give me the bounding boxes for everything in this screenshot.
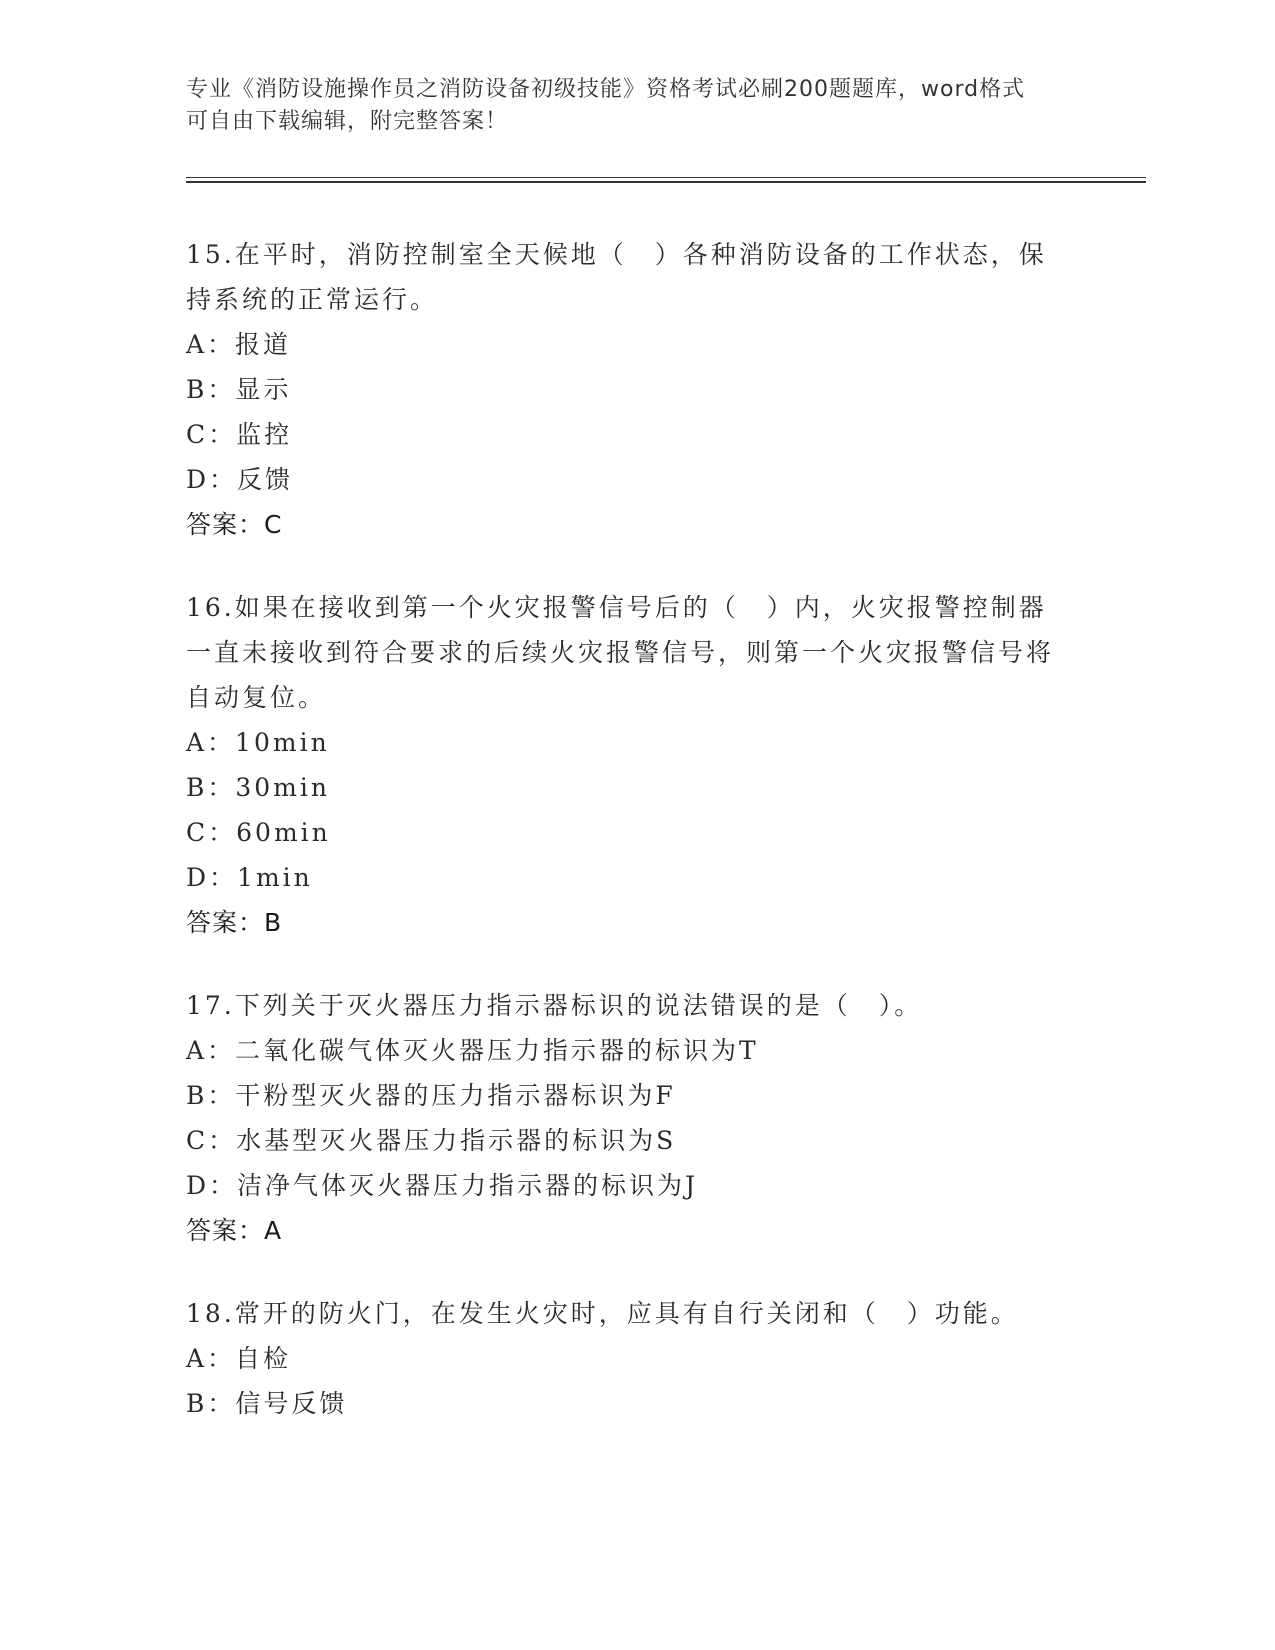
option-b: B：干粉型灭火器的压力指示器标识为F	[186, 1081, 676, 1110]
header-divider-bottom	[186, 181, 1146, 183]
question-text: 18.常开的防火门，在发生火灾时，应具有自行关闭和（ ）功能。	[186, 1299, 1019, 1328]
option-b: B：信号反馈	[186, 1389, 348, 1418]
option-b: B：30min	[186, 773, 330, 802]
question-15	[186, 232, 1066, 547]
answer-line: 答案：B	[186, 908, 283, 937]
option-d: D：反馈	[186, 465, 294, 494]
question-list	[186, 232, 1066, 1464]
header-divider-top	[186, 177, 1146, 178]
option-a: A：10min	[186, 728, 330, 757]
option-d: D：1min	[186, 863, 313, 892]
question-16	[186, 585, 1066, 945]
option-a: A：自检	[186, 1344, 292, 1373]
document-header: 专业《消防设施操作员之消防设备初级技能》资格考试必刷200题题库，word格式可自由下载编辑，附完整答案！	[186, 77, 1026, 134]
question-text: 16.如果在接收到第一个火灾报警信号后的（ ）内，火灾报警控制器一直未接收到符合要求的后续火灾报警信号，则第一个火灾报警信号将自动复位。	[186, 593, 1055, 712]
question-17	[186, 983, 1066, 1253]
option-d: D：洁净气体灭火器压力指示器的标识为J	[186, 1171, 699, 1200]
question-text: 15.在平时，消防控制室全天候地（ ）各种消防设备的工作状态，保持系统的正常运行。	[186, 240, 1047, 314]
option-c: C：监控	[186, 420, 293, 449]
option-c: C：水基型灭火器压力指示器的标识为S	[186, 1126, 677, 1155]
option-b: B：显示	[186, 375, 292, 404]
answer-line: 答案：A	[186, 1216, 283, 1245]
option-a: A：二氧化碳气体灭火器压力指示器的标识为T	[186, 1036, 759, 1065]
option-a: A：报道	[186, 330, 292, 359]
question-18	[186, 1291, 1066, 1426]
option-c: C：60min	[186, 818, 331, 847]
answer-line: 答案：C	[186, 510, 283, 539]
question-text: 17.下列关于灭火器压力指示器标识的说法错误的是（ ）。	[186, 991, 923, 1020]
